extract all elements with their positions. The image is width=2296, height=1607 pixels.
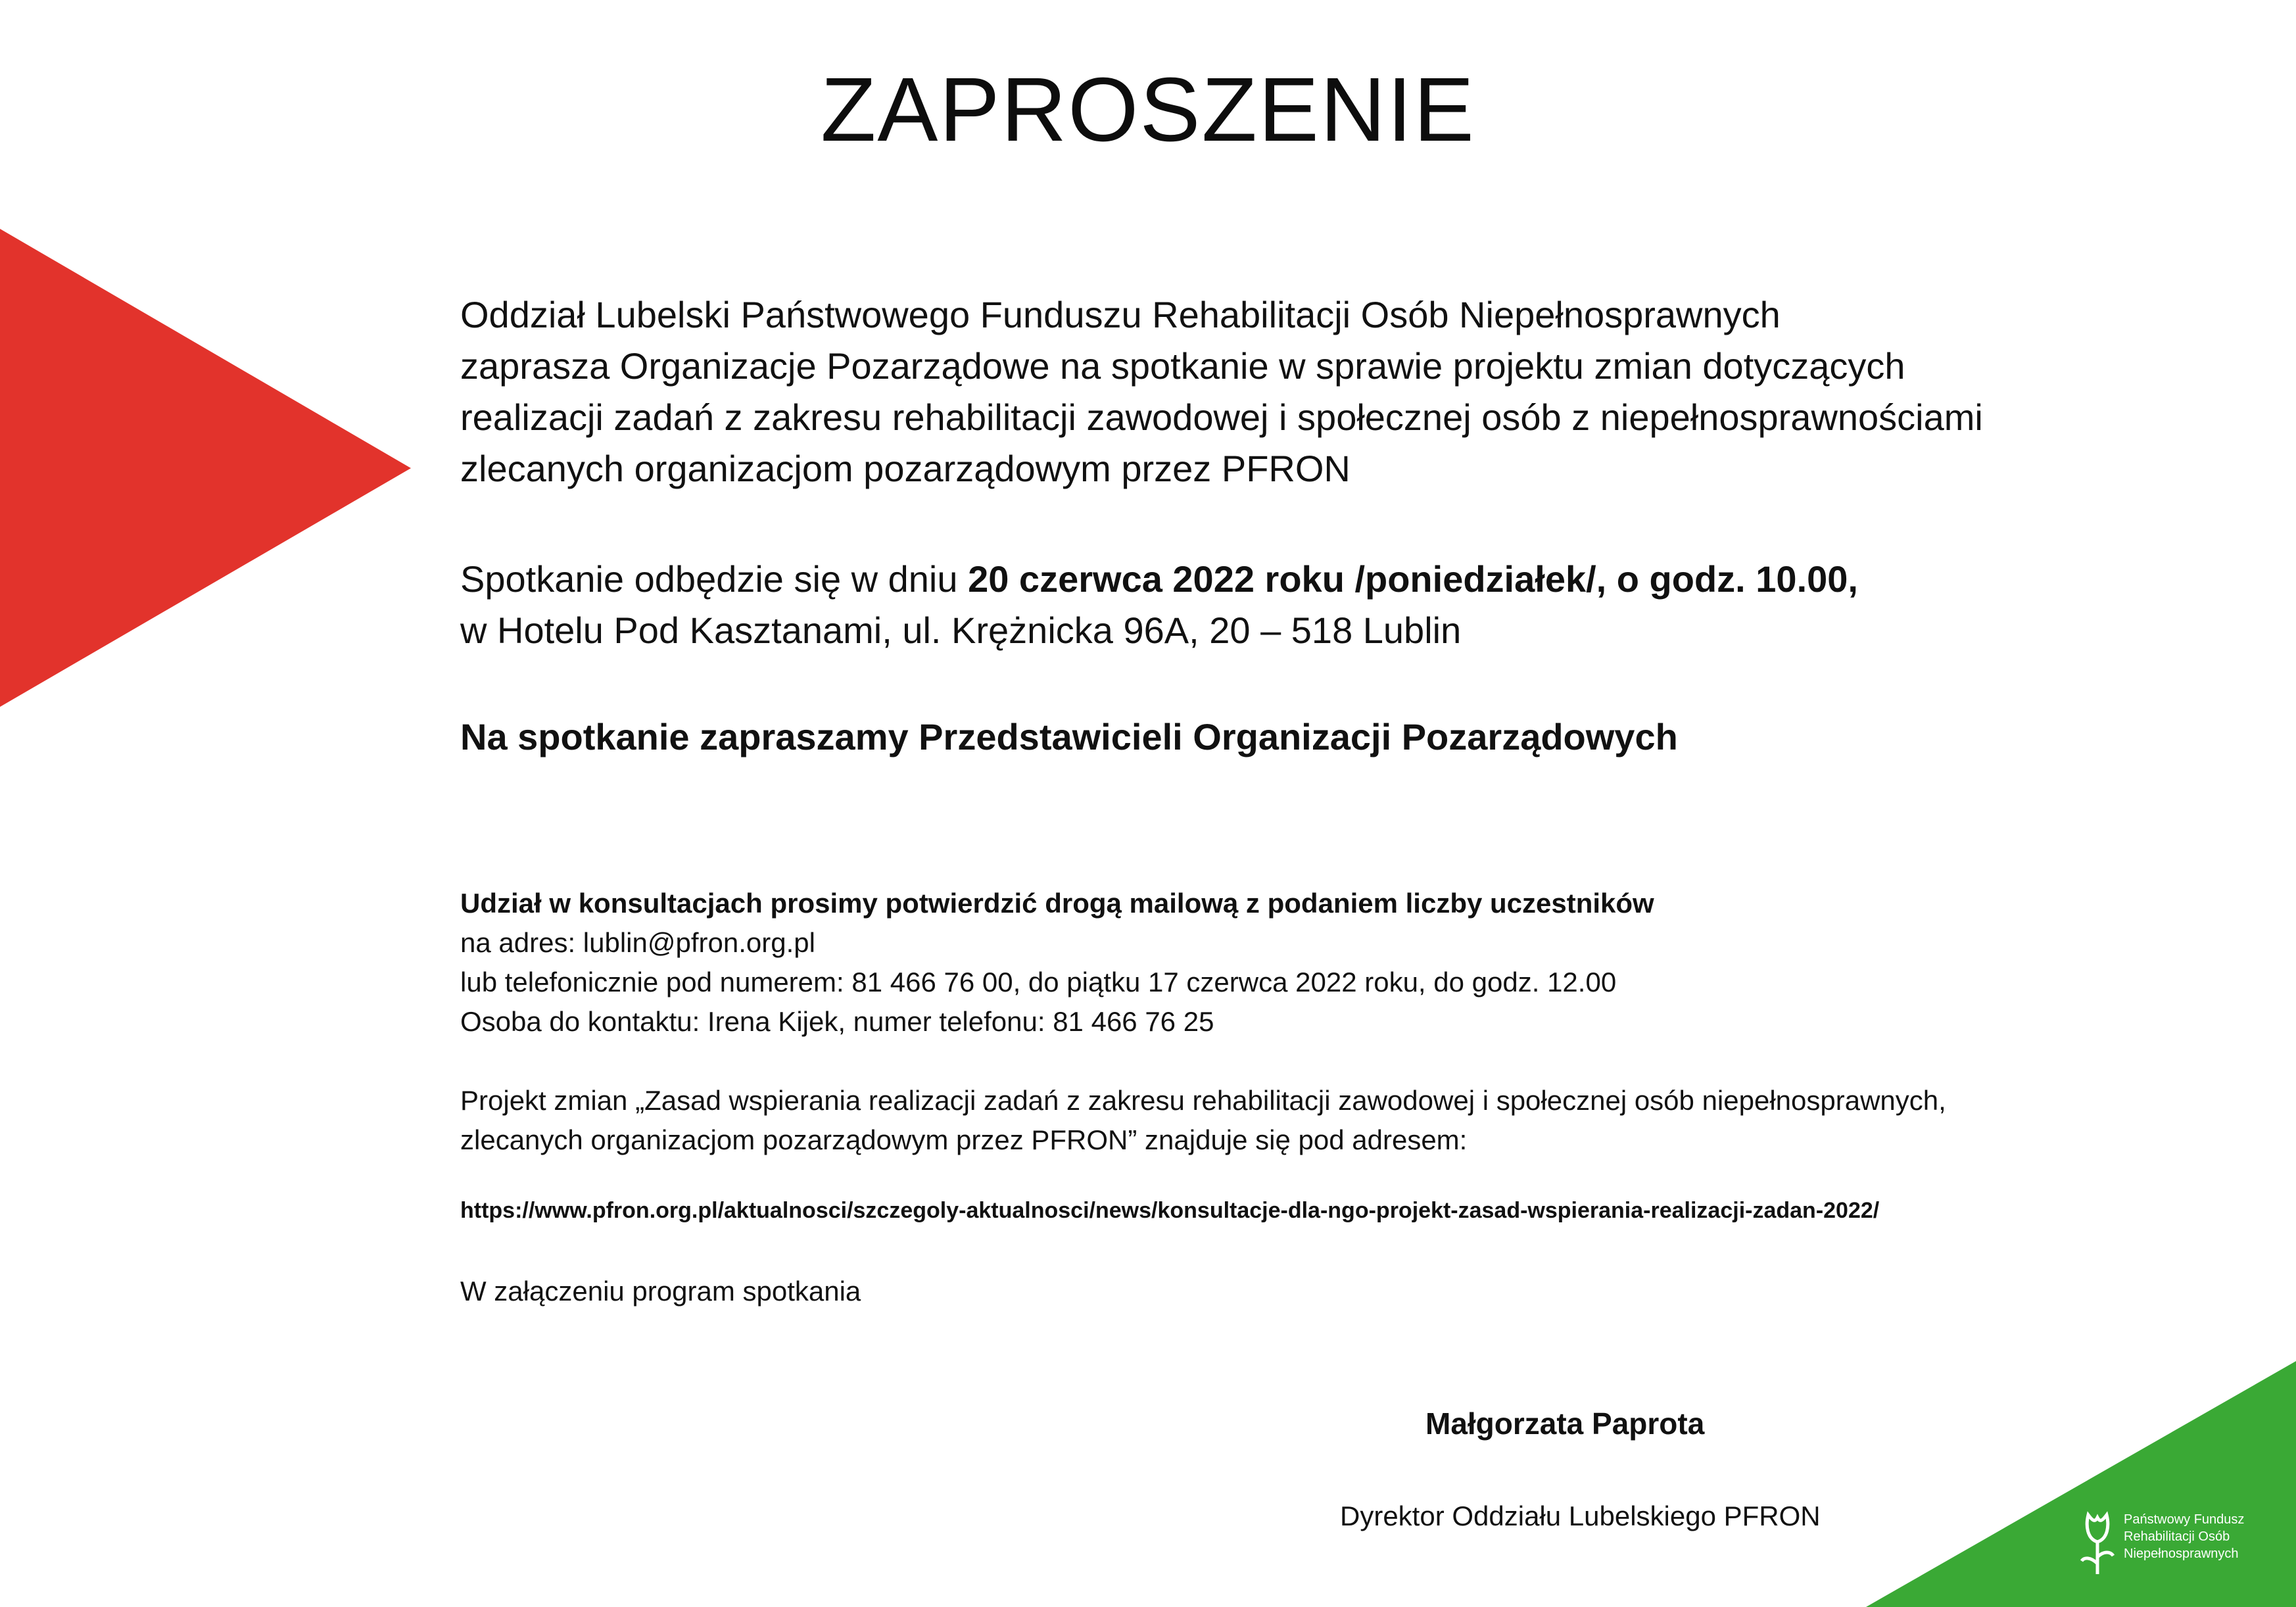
tulip-logo-icon: [2078, 1506, 2117, 1578]
logo-line: Niepełnosprawnych: [2124, 1547, 2239, 1561]
project-line: Projekt zmian „Zasad wspierania realizacji zadań z zakresu rehabilitacji zawodowej i społecznej osób niepełnosprawnych,: [460, 1085, 1946, 1116]
project-section: [460, 1081, 2183, 1160]
project-url-link[interactable]: https://www.pfron.org.pl/aktualnosci/szczegoly-aktualnosci/news/konsultacje-dla-ngo-projekt-zasad-wspierania-realizacji-zadan-2022/: [460, 1198, 1880, 1223]
project-url-section: [460, 1198, 2183, 1224]
logo-text: [2124, 1511, 2244, 1562]
attachment-note: W załączeniu program spotkania: [460, 1276, 861, 1307]
confirmation-phone: lub telefonicznie pod numerem: 81 466 76 00, do piątku 17 czerwca 2022 roku, do godz. 12.00: [460, 967, 1617, 997]
confirmation-heading: Udział w konsultacjach prosimy potwierdzić drogą mailową z podaniem liczby uczestników: [460, 888, 1654, 919]
confirmation-contact: Osoba do kontaktu: Irena Kijek, numer telefonu: 81 466 76 25: [460, 1006, 1214, 1037]
intro-line: zaprasza Organizacje Pozarządowe na spotkanie w sprawie projektu zmian dotyczących: [460, 345, 1905, 387]
logo-line: Państwowy Fundusz: [2124, 1512, 2245, 1527]
invite-line: Na spotkanie zapraszamy Przedstawicieli Organizacji Pozarządowych: [460, 716, 1678, 757]
project-line: zlecanych organizacjom pozarządowym przez PFRON” znajduje się pod adresem:: [460, 1124, 1468, 1155]
page-title: ZAPROSZENIE: [821, 59, 1475, 160]
intro-line: realizacji zadań z zakresu rehabilitacji zawodowej i społecznej osób z niepełnosprawnościami: [460, 396, 1983, 438]
meeting-prefix: Spotkanie odbędzie się w dniu: [460, 558, 969, 600]
signature-name: Małgorzata Paprota: [1425, 1406, 1705, 1441]
confirmation-section: [460, 884, 2183, 1042]
meeting-date: 20 czerwca 2022 roku /poniedziałek/, o godz. 10.00,: [968, 558, 1858, 600]
intro-line: Oddział Lubelski Państwowego Funduszu Rehabilitacji Osób Niepełnosprawnych: [460, 294, 1781, 335]
meeting-details: [460, 554, 2183, 656]
attachment-section: [460, 1272, 2183, 1311]
logo-line: Rehabilitacji Osób: [2124, 1529, 2230, 1544]
invite-section: [460, 711, 2183, 763]
meeting-date-line: [460, 554, 2183, 605]
signature-role: Dyrektor Oddziału Lubelskiego PFRON: [1340, 1500, 1821, 1531]
intro-paragraph: [460, 289, 2183, 494]
intro-line: zlecanych organizacjom pozarządowym przez PFRON: [460, 448, 1351, 489]
meeting-location: w Hotelu Pod Kasztanami, ul. Krężnicka 96A, 20 – 518 Lublin: [460, 610, 1462, 651]
confirmation-email: na adres: lublin@pfron.org.pl: [460, 927, 815, 958]
